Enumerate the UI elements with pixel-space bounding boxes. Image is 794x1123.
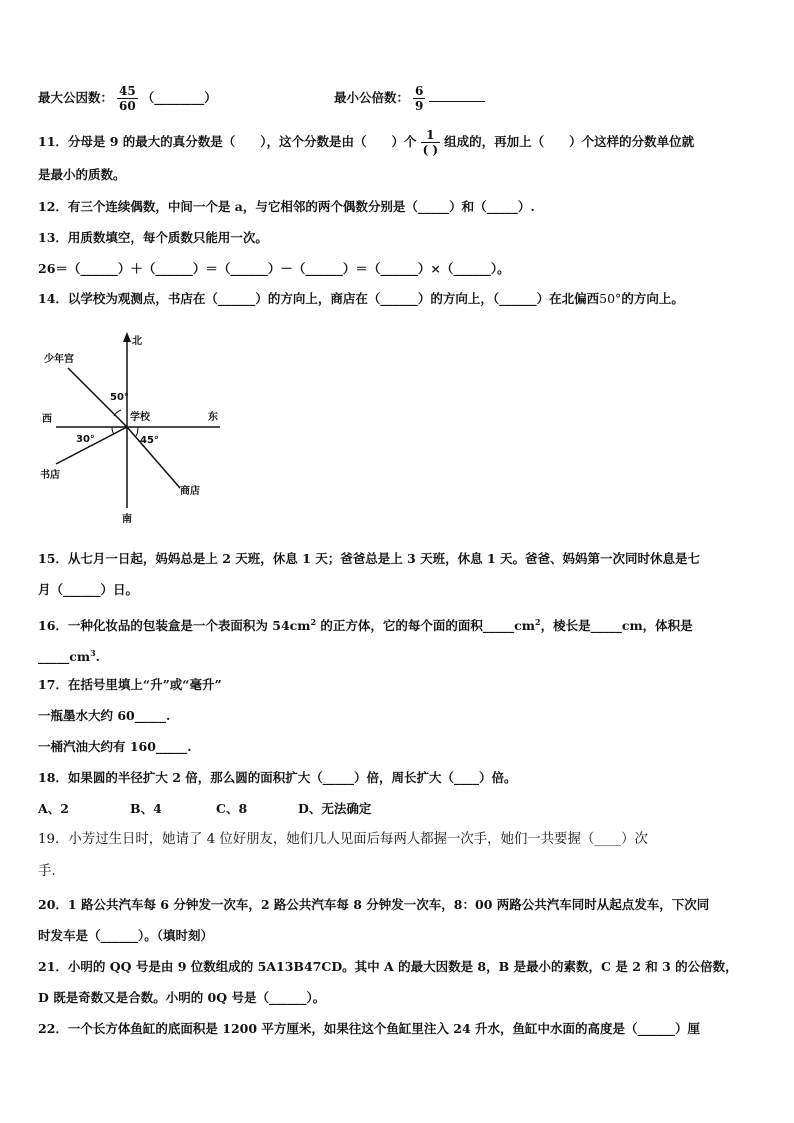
label-shop: 商店 — [180, 486, 200, 497]
fraction-numerator: 6 — [415, 84, 424, 98]
lcm-answer-blank[interactable] — [429, 89, 485, 102]
question-16-line-2 — [38, 645, 100, 665]
q18-option-b: B、4 — [130, 801, 162, 816]
question-20-line-1: 20．1 路公共汽车每 6 分钟发一次车，2 路公共汽车每 8 分钟发一次车，8：00 两路公共汽车同时从起点发车，下次同 — [38, 897, 710, 912]
question-19-line-1: 19．小芳过生日时，她请了 4 位好朋友，她们几人见面后每两人都握一次手，她们一共要握（____）次 — [38, 832, 648, 847]
gcd-lcm-line — [38, 84, 217, 113]
north-arrow-icon — [123, 332, 131, 342]
q16-text-e: . — [95, 649, 101, 665]
fraction-denominator: 60 — [119, 99, 136, 113]
angle-arc-se — [136, 427, 138, 436]
question-15-line-2: 月（______）日。 — [38, 582, 139, 597]
angle-arc-sw — [112, 427, 114, 434]
q14-text: 14．以学校为观测点，书店在（______）的方向上，商店在（______）的方向上，（______）在北偏西 — [38, 291, 600, 306]
question-17-line-2: 一瓶墨水大约 60_____. — [38, 708, 171, 723]
question-13-line-1: 13．用质数填空，每个质数只能用一次。 — [38, 230, 268, 245]
question-15-line-1: 15．从七月一日起，妈妈总是上 2 天班，休息 1 天；爸爸总是上 3 天班，休息 1 天。爸爸、妈妈第一次同时休息是七 — [38, 551, 701, 566]
fraction-numerator: 45 — [119, 84, 136, 98]
gcd-answer-blank[interactable]: （________） — [141, 90, 217, 105]
label-angle-45: 45° — [140, 435, 159, 446]
q16-text-c: ，棱长是_____cm，体积是 — [540, 618, 693, 634]
question-12: 12．有三个连续偶数，中间一个是 a，与它相邻的两个偶数分别是（_____）和（_____）. — [38, 199, 535, 214]
question-11-line-2: 是最小的质数。 — [38, 167, 126, 182]
bookstore-ray — [56, 427, 127, 464]
fraction-45-60 — [117, 84, 138, 113]
question-22-line-1: 22．一个长方体鱼缸的底面积是 1200 平方厘米，如果往这个鱼缸里注入 24 升水，鱼缸中水面的高度是（______）厘 — [38, 1021, 700, 1036]
fraction-unit — [421, 128, 441, 157]
label-angle-50: 50° — [110, 392, 129, 403]
label-east: 东 — [208, 412, 218, 423]
q16-text-b: 的正方体，它的每个面的面积_____cm — [316, 618, 536, 634]
question-14 — [38, 291, 684, 307]
question-17-line-3: 一桶汽油大约有 160_____. — [38, 739, 192, 754]
lcm-line — [334, 84, 485, 113]
label-school: 学校 — [130, 412, 150, 423]
q18-option-a: A、2 — [38, 801, 69, 816]
gcd-label: 最大公因数： — [38, 90, 114, 105]
question-18: 18．如果圆的半径扩大 2 倍，那么圆的面积扩大（_____）倍，周长扩大（____）倍。 — [38, 770, 517, 785]
q16-sup-a: 2 — [310, 617, 317, 627]
angle-arc-nw — [114, 410, 121, 416]
question-21-line-1: 21．小明的 QQ 号是由 9 位数组成的 5A13B47CD。其中 A 的最大因数是 8，B 是最小的素数，C 是 2 和 3 的公倍数， — [38, 959, 738, 974]
question-21-line-2: D 既是奇数又是合数。小明的 0Q 号是（______）。 — [38, 990, 326, 1005]
q16-sup-c: 3 — [90, 648, 96, 658]
question-20-line-2: 时发车是（______）。（填时刻） — [38, 928, 214, 943]
q18-option-d: D、无法确定 — [298, 801, 372, 816]
label-north: 北 — [132, 336, 142, 347]
label-angle-30: 30° — [76, 434, 95, 445]
fraction-denominator: 9 — [415, 99, 424, 113]
lcm-label: 最小公倍数： — [334, 90, 410, 105]
q16-text-d: _____cm — [38, 649, 91, 665]
q11-text-part1: 11．分母是 9 的最大的真分数是（ ），这个分数是由（ ）个 — [38, 134, 417, 149]
q18-option-c: C、8 — [216, 801, 248, 816]
fraction-6-9 — [413, 84, 425, 113]
label-bookstore: 书店 — [40, 470, 60, 481]
direction-diagram — [30, 330, 240, 530]
question-11-line-1 — [38, 128, 694, 157]
fraction-numerator: 1 — [421, 128, 441, 143]
label-west: 西 — [42, 414, 52, 425]
question-17-line-1: 17．在括号里填上“升”或“毫升” — [38, 677, 222, 692]
q14-angle: 50° — [599, 291, 622, 306]
q14-tail: 的方向上。 — [621, 291, 684, 306]
q16-sup-b: 2 — [535, 617, 541, 627]
q16-text-a: 16．一种化妆品的包装盒是一个表面积为 54cm — [38, 618, 311, 634]
label-youth-palace: 少年宫 — [44, 354, 74, 365]
question-16-line-1 — [38, 614, 693, 634]
label-south: 南 — [122, 514, 132, 525]
question-13-line-2: 26＝（______）＋（______）＝（______）－（______）＝（______）×（______）。 — [38, 261, 510, 276]
fraction-denominator: ( ) — [422, 143, 439, 157]
q11-text-part2: 组成的，再加上（ ）个这样的分数单位就 — [444, 134, 695, 149]
question-19-line-2: 手. — [38, 864, 56, 879]
